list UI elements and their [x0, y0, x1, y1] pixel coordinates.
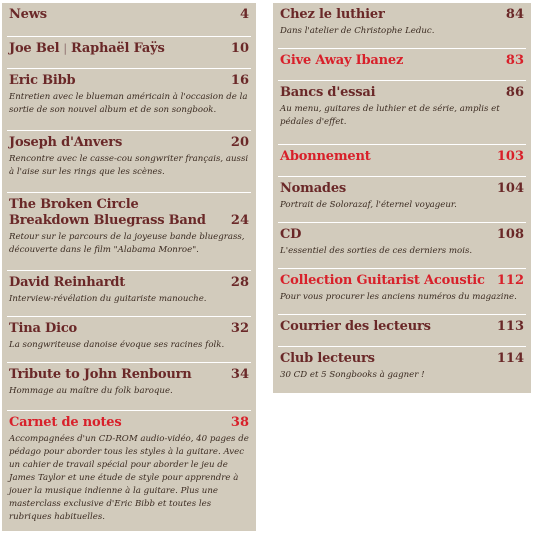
separator: |: [63, 42, 67, 55]
toc-title: David Reinhardt: [9, 275, 126, 290]
toc-description: Interview-révélation du guitariste manouche.: [9, 294, 207, 304]
toc-page: 112: [496, 273, 524, 288]
toc-page: 38: [230, 415, 249, 430]
toc-entry-eric-bibb[interactable]: [7, 69, 251, 131]
toc-page: 103: [496, 149, 524, 164]
toc-title: Carnet de notes: [9, 415, 122, 430]
toc-title: Nomades: [280, 181, 347, 196]
toc-entry-joseph-danvers[interactable]: [7, 131, 251, 193]
right-column: [273, 3, 531, 393]
toc-title: Tina Dico: [9, 321, 78, 336]
toc-description: 30 CD et 5 Songbooks à gagner !: [280, 370, 425, 380]
toc-title: Give Away Ibanez: [280, 53, 404, 68]
toc-title: Courrier des lecteurs: [280, 319, 431, 334]
toc-entry-nomades[interactable]: [278, 177, 526, 223]
toc-title: The Broken Circle Breakdown Bluegrass Band: [9, 197, 206, 228]
toc-entry-bancs-dessai[interactable]: [278, 81, 526, 145]
toc-entry-abonnement[interactable]: [278, 145, 526, 177]
toc-page: 16: [230, 73, 249, 88]
toc-description: Retour sur le parcours de la joyeuse bande bluegrass, découverte dans le film "Alabama Monroe".: [9, 232, 245, 255]
toc-page: 83: [505, 53, 524, 68]
toc-description: L'essentiel des sorties de ces derniers mois.: [280, 246, 473, 256]
toc-page: 113: [496, 319, 524, 334]
toc-entry-chez-le-luthier[interactable]: [278, 3, 526, 49]
toc-page: 24: [230, 213, 249, 228]
toc-description: Pour vous procurer les anciens numéros du magazine.: [280, 292, 517, 302]
toc-entry-news[interactable]: [7, 3, 251, 37]
toc-title: News: [9, 7, 47, 22]
toc-title: CD: [280, 227, 302, 242]
toc-page: 104: [496, 181, 524, 196]
toc-page: 10: [230, 41, 249, 56]
toc-description: Rencontre avec le casse-cou songwriter français, aussi à l'aise sur les rings que les scènes.: [9, 154, 249, 177]
toc-title: Tribute to John Renbourn: [9, 367, 192, 382]
toc-entry-broken-circle[interactable]: [7, 193, 251, 271]
toc-entry-tribute-renbourn[interactable]: [7, 363, 251, 411]
toc-description: La songwriteuse danoise évoque ses racines folk.: [9, 340, 225, 350]
toc-page: 34: [230, 367, 249, 382]
toc-title: Joseph d'Anvers: [9, 135, 123, 150]
toc-entry-club-lecteurs[interactable]: [278, 347, 526, 391]
toc-page: 28: [230, 275, 249, 290]
toc-title: Collection Guitarist Acoustic: [280, 273, 485, 288]
toc-page: 84: [505, 7, 524, 22]
toc-description: Entretien avec le blueman américain à l'occasion de la sortie de son nouvel album et de son songbook.: [9, 92, 248, 115]
toc-entry-courrier-des-lecteurs[interactable]: [278, 315, 526, 347]
toc-page: 108: [496, 227, 524, 242]
toc-entry-give-away-ibanez[interactable]: [278, 49, 526, 81]
toc-page: 32: [230, 321, 249, 336]
toc-page: 20: [230, 135, 249, 150]
left-column: [2, 3, 256, 531]
toc-title: Abonnement: [280, 149, 371, 164]
toc-description: Hommage au maître du folk baroque.: [9, 386, 173, 396]
toc-entry-joe-bel[interactable]: [7, 37, 251, 69]
toc-page: 114: [496, 351, 524, 366]
toc-entry-collection-guitarist[interactable]: [278, 269, 526, 315]
toc-title: Chez le luthier: [280, 7, 385, 22]
toc-page: 86: [505, 85, 524, 100]
toc-title: Joe Bel | Raphaël Faÿs: [9, 41, 165, 56]
toc-description: Au menu, guitares de luthier et de série, amplis et pédales d'effet.: [280, 104, 500, 127]
toc-page: 4: [239, 7, 249, 22]
toc-entry-tina-dico[interactable]: [7, 317, 251, 363]
toc-title: Club lecteurs: [280, 351, 375, 366]
toc-description: Accompagnées d'un CD-ROM audio-vidéo, 40 pages de pédago pour aborder tous les styles à la guitare. Avec un cahier de travail spécial pour aborder le jeu de James Taylor et une étude de style pour apprendre à jouer la musique indienne à la guitare. Plus une masterclass exclusive d'Eric Bibb et toutes les rubriques habituelles.: [9, 434, 249, 522]
toc-title: Eric Bibb: [9, 73, 76, 88]
toc-description: Portrait de Solorazaf, l'éternel voyageur.: [280, 200, 457, 210]
toc-entry-cd[interactable]: [278, 223, 526, 269]
toc-entry-david-reinhardt[interactable]: [7, 271, 251, 317]
toc-title: Bancs d'essai: [280, 85, 376, 100]
toc-entry-carnet-de-notes[interactable]: [7, 411, 251, 527]
toc-description: Dans l'atelier de Christophe Leduc.: [280, 26, 435, 36]
